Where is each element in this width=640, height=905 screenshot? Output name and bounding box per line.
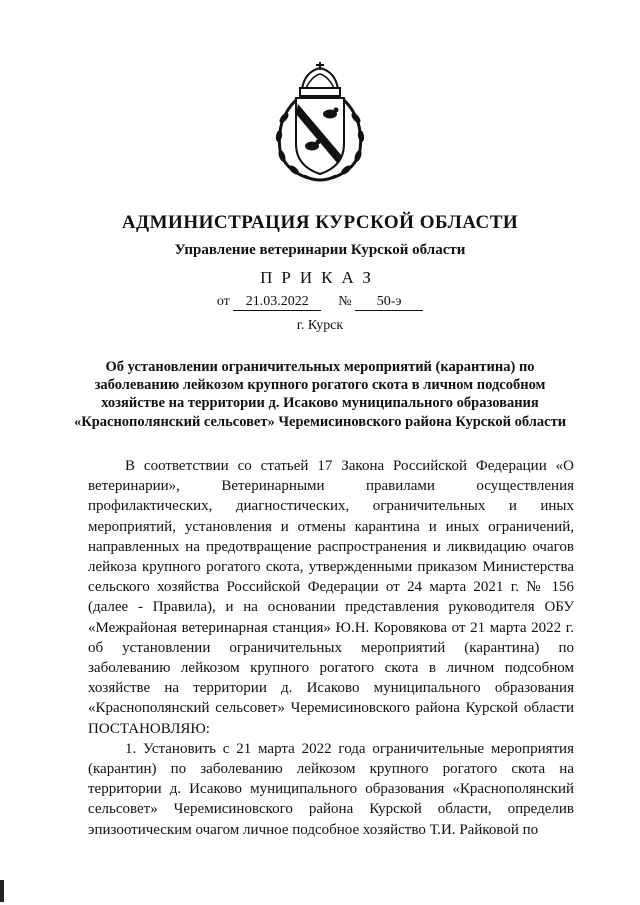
- order-date-number: [0, 294, 640, 311]
- body-paragraph: В соответствии со статьей 17 Закона Российской Федерации «О ветеринарии», Ветеринарными правилами осуществления профилактических, диагностических, ограничительных и иных мероприятий, установления и отмены карантина и иных ограничений, направленных на предотвращение распространения и ликвидацию очагов лейкоза крупного рогатого скота, утвержденными приказом Министерства сельского хозяйства Российской Федерации от 24 марта 2021 г. № 156 (далее - Правила), и на основании представления руководителя ОБУ «Межрайоная ветеринарная станция» Ю.Н. Коровякова от 21 марта 2022 г. об установлении ограничительных мероприятий (карантина) по заболеванию лейкозом крупного рогатого скота в личном подсобном хозяйстве на территории д. Исаково муниципального образования «Краснополянский сельсовет» Черемисиновского района Курской области ПОСТАНОВЛЯЮ:: [88, 458, 574, 737]
- order-date: 21.03.2022: [233, 294, 321, 311]
- document-type: ПРИКАЗ: [260, 268, 380, 287]
- document-title: Об установлении ограничительных мероприятий (карантина) по заболеванию лейкозом крупного рогатого скота в личном подсобном хозяйстве на территории д. Исаково муниципального образования «Краснополянский сельсовет» Черемисиновского района Курской области: [73, 359, 567, 430]
- organization-name: АДМИНИСТРАЦИЯ КУРСКОЙ ОБЛАСТИ: [121, 212, 519, 233]
- document-body: [88, 456, 574, 840]
- number-prefix: №: [338, 294, 352, 309]
- coat-of-arms-icon: [268, 60, 372, 188]
- department-name: Управление ветеринарии Курской области: [174, 242, 466, 258]
- body-paragraph: 1. Установить с 21 марта 2022 года ограничительные мероприятия (карантин) по заболеванию лейкозом крупного рогатого скота на территории д. Исаково муниципального образования «Краснополянский сельсовет» Черемисиновского района Курской области, определив эпизоотическим очагом личное подсобное хозяйство Т.И. Райковой по: [88, 740, 574, 838]
- city: г. Курск: [296, 318, 344, 333]
- order-number: 50-э: [355, 294, 423, 311]
- date-prefix: от: [216, 294, 230, 309]
- scan-edge-mark: [0, 880, 4, 902]
